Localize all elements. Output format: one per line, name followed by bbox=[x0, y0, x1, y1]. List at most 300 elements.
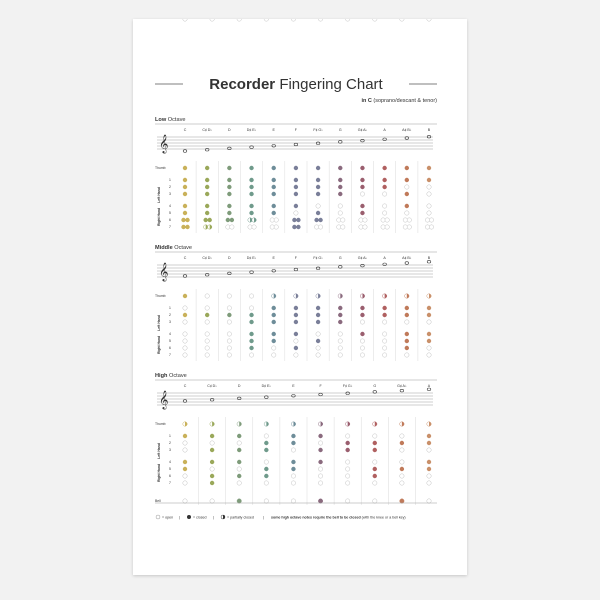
row-label-left-hand: Left Hand bbox=[157, 315, 161, 331]
note-name: G bbox=[338, 128, 342, 132]
hole-closed bbox=[427, 434, 431, 438]
staff-note bbox=[361, 139, 365, 142]
hole-open bbox=[407, 225, 411, 229]
hole-closed bbox=[318, 448, 322, 452]
hole-open bbox=[252, 225, 256, 229]
hole-closed bbox=[227, 211, 231, 215]
hole-open bbox=[425, 218, 429, 222]
hole-open bbox=[227, 339, 231, 343]
hole-closed bbox=[291, 467, 295, 471]
hole-closed bbox=[296, 225, 300, 229]
hole-closed bbox=[338, 192, 342, 196]
hole-open bbox=[427, 346, 431, 350]
hole-closed bbox=[227, 185, 231, 189]
hole-open bbox=[318, 441, 322, 445]
hole-open bbox=[427, 353, 431, 357]
hole-open bbox=[230, 225, 234, 229]
note-name: F♯ G♭ bbox=[313, 256, 323, 260]
hole-closed bbox=[183, 434, 187, 438]
note-name: A bbox=[383, 128, 386, 132]
row-label-thumb: Thumb bbox=[155, 422, 166, 427]
hole-open bbox=[318, 19, 322, 21]
legend bbox=[155, 503, 437, 520]
fingering-chart-poster bbox=[133, 19, 467, 575]
hole-closed bbox=[249, 178, 253, 182]
hole-closed bbox=[360, 211, 364, 215]
hole-open bbox=[337, 218, 341, 222]
hole-closed bbox=[405, 178, 409, 182]
hole-closed bbox=[427, 460, 431, 464]
hole-open bbox=[427, 185, 431, 189]
hole-closed bbox=[272, 204, 276, 208]
section-title-bold: Low bbox=[155, 117, 167, 123]
hole-open bbox=[360, 353, 364, 357]
hole-closed bbox=[338, 306, 342, 310]
hole-open bbox=[385, 225, 389, 229]
staff-note bbox=[338, 266, 342, 269]
hole-number: 7 bbox=[169, 481, 171, 486]
hole-open bbox=[183, 353, 187, 357]
staff-note bbox=[316, 142, 320, 145]
hole-open bbox=[359, 218, 363, 222]
hole-open bbox=[183, 441, 187, 445]
bell-closed bbox=[237, 499, 241, 503]
hole-closed bbox=[264, 441, 268, 445]
hole-closed bbox=[292, 218, 296, 222]
staff-note bbox=[405, 262, 409, 265]
hole-open bbox=[291, 474, 295, 478]
hole-open bbox=[237, 19, 241, 21]
staff-note bbox=[272, 270, 276, 273]
hole-open bbox=[205, 339, 209, 343]
hole-closed bbox=[294, 192, 298, 196]
hole-closed bbox=[205, 211, 209, 215]
hole-closed bbox=[373, 441, 377, 445]
hole-open bbox=[359, 225, 363, 229]
hole-closed bbox=[405, 166, 409, 170]
hole-closed bbox=[292, 225, 296, 229]
note-name: D bbox=[228, 256, 231, 260]
hole-closed bbox=[183, 313, 187, 317]
key-note bbox=[361, 98, 437, 104]
hole-closed bbox=[318, 218, 322, 222]
key-note-bold: in C bbox=[361, 98, 372, 104]
hole-open bbox=[274, 218, 278, 222]
note-name: G bbox=[338, 256, 342, 260]
chart-title-bold: Recorder bbox=[209, 76, 276, 93]
hole-open bbox=[205, 353, 209, 357]
hole-open bbox=[264, 19, 268, 21]
note-name: A♯ B♭ bbox=[402, 256, 412, 260]
staff-note bbox=[361, 264, 365, 267]
hole-closed bbox=[360, 204, 364, 208]
staff-note bbox=[292, 395, 296, 398]
legend-closed-text: = closed bbox=[193, 515, 207, 520]
hole-closed bbox=[405, 306, 409, 310]
hole-closed bbox=[183, 178, 187, 182]
bell-open bbox=[264, 499, 268, 503]
hole-number: 4 bbox=[169, 332, 171, 337]
hole-closed bbox=[272, 192, 276, 196]
staff-note bbox=[205, 273, 209, 276]
hole-closed bbox=[294, 313, 298, 317]
hole-number: 4 bbox=[169, 460, 171, 465]
hole-open bbox=[345, 434, 349, 438]
hole-number: 2 bbox=[169, 185, 171, 190]
hole-open bbox=[316, 332, 320, 336]
hole-number: 5 bbox=[169, 467, 171, 472]
hole-closed bbox=[183, 185, 187, 189]
hole-open bbox=[373, 19, 377, 21]
hole-open bbox=[205, 332, 209, 336]
hole-open bbox=[183, 448, 187, 452]
legend-bell-note-bold: some high octave notes require the bell to be closed bbox=[271, 515, 361, 520]
hole-closed bbox=[382, 166, 386, 170]
hole-open bbox=[183, 332, 187, 336]
staff-note bbox=[228, 272, 232, 275]
hole-open bbox=[427, 19, 431, 21]
hole-closed bbox=[400, 441, 404, 445]
hole-number: 6 bbox=[169, 218, 171, 223]
hole-open bbox=[270, 225, 274, 229]
hole-closed bbox=[338, 185, 342, 189]
note-name: D♯ E♭ bbox=[261, 384, 272, 388]
hole-open bbox=[270, 218, 274, 222]
staff-note bbox=[346, 392, 350, 395]
hole-closed bbox=[237, 434, 241, 438]
note-name: B bbox=[427, 128, 431, 132]
hole-closed bbox=[382, 313, 386, 317]
hole-open bbox=[264, 434, 268, 438]
bell-open bbox=[210, 499, 214, 503]
hole-open bbox=[405, 211, 409, 215]
hole-closed bbox=[405, 192, 409, 196]
hole-open bbox=[405, 320, 409, 324]
hole-open bbox=[316, 204, 320, 208]
hole-closed bbox=[183, 211, 187, 215]
hole-open bbox=[318, 474, 322, 478]
hole-open bbox=[337, 225, 341, 229]
hole-number: 7 bbox=[169, 225, 171, 230]
hole-open bbox=[429, 225, 433, 229]
hole-open bbox=[338, 339, 342, 343]
hole-closed bbox=[272, 306, 276, 310]
hole-open bbox=[205, 320, 209, 324]
hole-closed bbox=[249, 166, 253, 170]
hole-closed bbox=[291, 441, 295, 445]
hole-open bbox=[272, 346, 276, 350]
hole-open bbox=[338, 211, 342, 215]
hole-closed bbox=[249, 211, 253, 215]
hole-open bbox=[345, 460, 349, 464]
note-name: A♯ B♭ bbox=[402, 128, 412, 132]
legend-separator: | bbox=[213, 515, 214, 520]
hole-open bbox=[318, 225, 322, 229]
hole-closed bbox=[294, 320, 298, 324]
treble-clef: 𝄞 bbox=[159, 264, 169, 281]
hole-closed bbox=[249, 339, 253, 343]
key-note-rest: (soprano/descant & tenor) bbox=[373, 98, 437, 104]
section-title-bold: High bbox=[155, 373, 168, 379]
hole-open bbox=[227, 320, 231, 324]
hole-closed bbox=[405, 339, 409, 343]
hole-open bbox=[427, 474, 431, 478]
hole-open bbox=[373, 481, 377, 485]
hole-open bbox=[227, 332, 231, 336]
hole-closed bbox=[249, 204, 253, 208]
note-name: G♯ A♭ bbox=[357, 128, 368, 132]
hole-open bbox=[407, 218, 411, 222]
hole-open bbox=[341, 225, 345, 229]
row-label-thumb: Thumb bbox=[155, 294, 166, 299]
hole-closed bbox=[227, 204, 231, 208]
hole-closed bbox=[316, 185, 320, 189]
hole-closed bbox=[296, 218, 300, 222]
staff-note bbox=[427, 260, 431, 263]
hole-open bbox=[427, 481, 431, 485]
hole-closed bbox=[360, 306, 364, 310]
hole-open bbox=[405, 185, 409, 189]
hole-open bbox=[427, 192, 431, 196]
note-name: E bbox=[272, 256, 275, 260]
hole-open bbox=[382, 320, 386, 324]
hole-open bbox=[210, 467, 214, 471]
legend-closed-icon bbox=[187, 515, 191, 519]
hole-closed bbox=[405, 346, 409, 350]
hole-closed bbox=[338, 313, 342, 317]
hole-open bbox=[363, 218, 367, 222]
hole-open bbox=[294, 211, 298, 215]
staff-note bbox=[373, 391, 377, 394]
hole-closed bbox=[294, 306, 298, 310]
hole-open bbox=[345, 467, 349, 471]
hole-closed bbox=[294, 178, 298, 182]
hole-open bbox=[341, 218, 345, 222]
hole-closed bbox=[373, 474, 377, 478]
hole-open bbox=[237, 467, 241, 471]
staff-note bbox=[250, 271, 254, 274]
hole-open bbox=[427, 204, 431, 208]
hole-open bbox=[381, 218, 385, 222]
hole-closed bbox=[226, 218, 230, 222]
hole-closed bbox=[405, 313, 409, 317]
note-name: D♯ E♭ bbox=[246, 128, 257, 132]
hole-open bbox=[318, 467, 322, 471]
legend-separator: | bbox=[263, 515, 264, 520]
hole-closed bbox=[345, 441, 349, 445]
hole-open bbox=[400, 474, 404, 478]
staff-note bbox=[210, 398, 214, 401]
hole-closed bbox=[264, 474, 268, 478]
hole-closed bbox=[227, 178, 231, 182]
hole-closed bbox=[249, 320, 253, 324]
note-name: B bbox=[427, 256, 431, 260]
hole-closed bbox=[183, 204, 187, 208]
hole-closed bbox=[183, 192, 187, 196]
hole-open bbox=[382, 346, 386, 350]
hole-closed bbox=[210, 434, 214, 438]
hole-number: 3 bbox=[169, 448, 171, 453]
hole-number: 3 bbox=[169, 320, 171, 325]
hole-closed bbox=[316, 178, 320, 182]
hole-open bbox=[294, 353, 298, 357]
bell-closed bbox=[318, 499, 322, 503]
hole-closed bbox=[316, 306, 320, 310]
bell-open bbox=[345, 499, 349, 503]
hole-open bbox=[373, 434, 377, 438]
hole-closed bbox=[316, 211, 320, 215]
hole-number: 1 bbox=[169, 434, 171, 439]
note-name: D bbox=[228, 128, 231, 132]
chart-title bbox=[209, 76, 383, 93]
hole-open bbox=[249, 294, 253, 298]
treble-clef: 𝄞 bbox=[159, 392, 169, 409]
hole-closed bbox=[185, 225, 189, 229]
hole-open bbox=[403, 225, 407, 229]
hole-open bbox=[294, 339, 298, 343]
hole-open bbox=[248, 225, 252, 229]
hole-open bbox=[338, 346, 342, 350]
hole-open bbox=[360, 320, 364, 324]
hole-closed bbox=[314, 218, 318, 222]
hole-open bbox=[205, 346, 209, 350]
hole-closed bbox=[427, 332, 431, 336]
hole-number: 1 bbox=[169, 178, 171, 183]
section-title bbox=[155, 117, 185, 123]
hole-closed bbox=[205, 313, 209, 317]
staff-note bbox=[383, 138, 387, 141]
hole-open bbox=[427, 448, 431, 452]
hole-open bbox=[249, 353, 253, 357]
note-name: C♯ D♭ bbox=[207, 384, 217, 388]
bell-open bbox=[427, 499, 431, 503]
hole-open bbox=[400, 481, 404, 485]
hole-closed bbox=[249, 192, 253, 196]
hole-closed bbox=[316, 192, 320, 196]
hole-closed bbox=[210, 474, 214, 478]
legend-open-text: = open bbox=[162, 515, 174, 520]
chart-canvas bbox=[133, 19, 467, 575]
hole-open bbox=[249, 306, 253, 310]
staff-note bbox=[427, 135, 431, 138]
hole-closed bbox=[205, 204, 209, 208]
note-name: C bbox=[183, 384, 187, 388]
hole-closed bbox=[237, 448, 241, 452]
hole-closed bbox=[205, 192, 209, 196]
hole-closed bbox=[316, 313, 320, 317]
note-name: E bbox=[292, 384, 295, 388]
hole-open bbox=[338, 332, 342, 336]
section-middle bbox=[155, 245, 437, 361]
hole-open bbox=[237, 481, 241, 485]
hole-closed bbox=[227, 192, 231, 196]
hole-open bbox=[274, 225, 278, 229]
row-label-left-hand: Left Hand bbox=[157, 187, 161, 203]
hole-open bbox=[272, 353, 276, 357]
hole-closed bbox=[181, 218, 185, 222]
hole-open bbox=[427, 320, 431, 324]
hole-open bbox=[382, 332, 386, 336]
note-name: F bbox=[294, 128, 298, 132]
note-name: F bbox=[319, 384, 322, 388]
hole-open bbox=[291, 19, 295, 21]
hole-open bbox=[360, 339, 364, 343]
hole-open bbox=[345, 19, 349, 21]
staff-note bbox=[319, 393, 323, 396]
hole-closed bbox=[183, 166, 187, 170]
hole-closed bbox=[360, 332, 364, 336]
hole-closed bbox=[237, 474, 241, 478]
hole-open bbox=[205, 294, 209, 298]
hole-closed bbox=[360, 313, 364, 317]
legend-separator: | bbox=[179, 515, 180, 520]
staff-note bbox=[427, 388, 431, 391]
staff-note bbox=[338, 141, 342, 144]
hole-open bbox=[227, 353, 231, 357]
hole-closed bbox=[181, 225, 185, 229]
section-title bbox=[155, 373, 187, 379]
note-name: E bbox=[272, 128, 275, 132]
row-label-bell: Bell bbox=[155, 499, 161, 504]
hole-closed bbox=[249, 313, 253, 317]
hole-closed bbox=[405, 332, 409, 336]
hole-open bbox=[183, 339, 187, 343]
hole-open bbox=[338, 353, 342, 357]
hole-open bbox=[183, 346, 187, 350]
hole-closed bbox=[272, 339, 276, 343]
bell-open bbox=[373, 499, 377, 503]
hole-open bbox=[382, 339, 386, 343]
section-title bbox=[155, 245, 192, 251]
note-name: C bbox=[183, 128, 187, 132]
hole-closed bbox=[427, 166, 431, 170]
bell-open bbox=[183, 499, 187, 503]
hole-open bbox=[227, 346, 231, 350]
hole-number: 3 bbox=[169, 192, 171, 197]
hole-open bbox=[427, 211, 431, 215]
hole-closed bbox=[294, 332, 298, 336]
hole-open bbox=[382, 192, 386, 196]
legend-bell-note-rest: (with the knee or a bell key) bbox=[361, 515, 406, 520]
hole-number: 4 bbox=[169, 204, 171, 209]
hole-open bbox=[227, 294, 231, 298]
hole-closed bbox=[294, 346, 298, 350]
hole-open bbox=[264, 460, 268, 464]
hole-number: 6 bbox=[169, 346, 171, 351]
staff-note bbox=[294, 143, 298, 146]
hole-closed bbox=[427, 467, 431, 471]
hole-closed bbox=[249, 185, 253, 189]
row-label-right-hand: Right Hand bbox=[157, 207, 161, 227]
row-label-right-hand: Right Hand bbox=[157, 463, 161, 483]
staff-note bbox=[400, 389, 404, 392]
hole-closed bbox=[294, 204, 298, 208]
hole-closed bbox=[345, 448, 349, 452]
hole-closed bbox=[210, 460, 214, 464]
hole-open bbox=[405, 353, 409, 357]
treble-clef: 𝄞 bbox=[159, 136, 169, 153]
hole-open bbox=[403, 218, 407, 222]
note-name: C♯ D♭ bbox=[202, 128, 213, 132]
hole-open bbox=[345, 481, 349, 485]
note-name: F♯ G♭ bbox=[313, 128, 323, 132]
hole-open bbox=[360, 192, 364, 196]
hole-open bbox=[360, 346, 364, 350]
hole-number: 5 bbox=[169, 211, 171, 216]
hole-open bbox=[400, 460, 404, 464]
hole-number: 1 bbox=[169, 306, 171, 311]
hole-closed bbox=[318, 460, 322, 464]
